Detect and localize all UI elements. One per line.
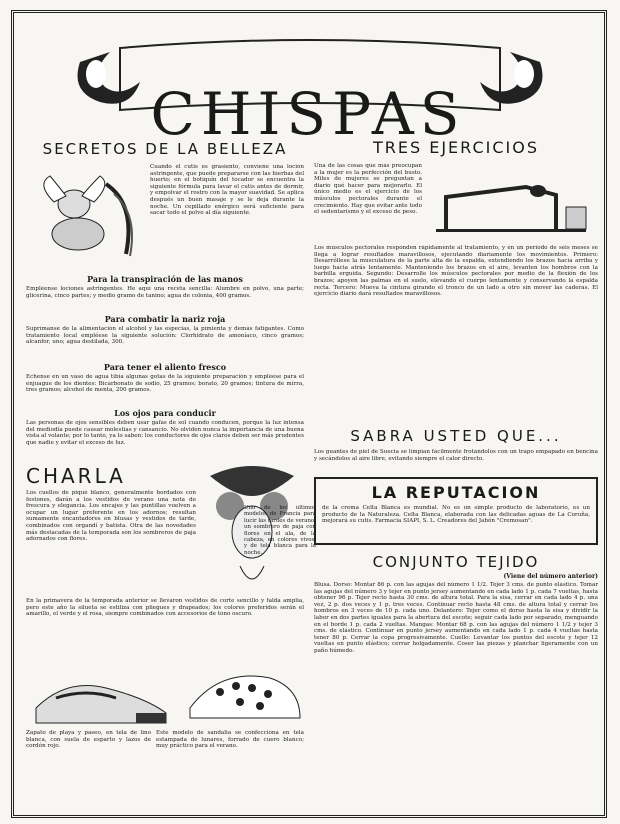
reputacion-text: de la crema Celta Blanca es mundial. No es un simple producto de laboratorio, es un producto de la Naturaleza. Celta Blanca, elaborada con las delicadas aguas de La Coruña, mejorará su cutis. Farmacia SIAPI, S. L. Creadores del Jabón "Cremosan". <box>322 505 590 525</box>
sabra-text: Los guantes de piel de Suecia se limpian fácilmente frotándolos con un trapo empapado en bencina y secándolos al aire libre, evitando siempre el calor directo. <box>314 449 598 462</box>
ejercicios-text-b: Los músculos pectorales responden rápidamente al tratamiento, y en un período de seis meses se llega a lograr resultados maravillosos, ejecutando diariamente los movimientos. Primero: Desarróllese la musculatura de la parte alta de la espalda, extendiendo los brazos hacia arriba y luego hacia atrás lentamente. Manteniendo los brazos en el aire, levanten los hombros con la barbilla erguida. Segundo: Desarrolle los músculos pectorales por medio de la flexión de los brazos; apoyen las palmas en el suelo, elevando el cuerpo lentamente y conservando la espalda recta. Tercero: Mueva la cintura girando el tronco de un lado a otro sin mover las caderas. El ejercicio diario dará resultados maravillosos. <box>314 245 598 298</box>
secretos-heading: SECRETOS DE LA BELLEZA <box>42 140 288 158</box>
charla-text-a: Los cuellos de piqué blanco, generalmente bordados con festones, darán a los vestidos de verano una nota de frescura y elegancia. Los encajes y las puntillas vuelven a ocupar un lugar preferente en los adornos; resultan sumamente encantadores en blusas y vestidos de tarde, combinados con organdí y batista. Otra de las novedades más destacadas de la temporada son los sombreros de paja adornados con flores. <box>26 490 196 543</box>
charla-heading: CHARLA <box>26 464 126 488</box>
reputacion-heading: LA REPUTACION <box>371 483 541 502</box>
reputacion-ad <box>314 477 598 545</box>
masthead-title: CHISPAS <box>150 79 466 148</box>
nariz-text: Suprímanse de la alimentación el alcohol y las especias, la pimienta y demás fatigantes. Como tratamiento local empléese la siguiente solución: Clorhidrato de amoníaco, cinco gramos; alcanfor, uno; agua destilada, 300. <box>26 326 304 346</box>
ejercicios-text-a: Una de las cosas que más preocupan a la mujer es la perfección del busto. Miles de mujeres se preguntan a diario qué hacer para mejorarlo. El único medio es el ejercicio de los músculos pectorales durante el crecimiento. Hay que evitar ante todo el sedentarismo y el exceso de peso. <box>314 163 422 216</box>
exercise-diagram <box>426 167 598 243</box>
ejercicios-heading: TRES EJERCICIOS <box>372 138 540 157</box>
aliento-text: Échense en un vaso de agua tibia algunas gotas de la siguiente preparación y empléese para el enjuague de los dientes: Bicarbonato de sodio, 25 gramos; borato, 20 gramos; tintura de mirra, tres gramos; alcohol de menta, 200 gramos. <box>26 374 304 394</box>
cherub-illustration <box>26 164 146 268</box>
tejido-subtitle: (Viene del número anterior) <box>503 573 598 580</box>
sabra-heading: SABRA USTED QUE... <box>350 427 562 445</box>
hat-caption: Uno de los últimos modelos de Francia para lucir las tardes de verano: un sombrero de paja con flores en el ala, de la cabeza, en colores vivos, y de tela blanca para la noche. <box>244 505 316 556</box>
left-column <box>26 132 304 812</box>
transpiracion-text: Empléense lociones astringentes. He aquí una receta sencilla: Alumbre en polvo, una parte; glicerina, cinco partes; y medio gramo de tanino; agua de colonia, 400 gramos. <box>26 286 304 299</box>
secretos-intro: Cuando el cutis es grasiento, conviene una loción astringente, que puede prepararse con las hierbas del huerto; en el botiquín del tocador se encuentra la siguiente fórmula para lavar el cutis antes de dormir, y empolvar el rostro con la mayor suavidad. Se aplica después un buen masaje y se le deja durante la noche. Un cepillado enérgico será suficiente para sacar todo el polvo al día siguiente. <box>150 164 304 217</box>
ojos-heading: Los ojos para conducir <box>114 408 216 418</box>
sandal-illustration <box>180 658 304 728</box>
shoe1-caption: Zapato de playa y paseo, en tela de lino blanca, con suela de esparto y lazos de cordón rojo. <box>26 730 151 750</box>
tejido-heading: CONJUNTO TEJIDO <box>372 553 540 571</box>
shoe2-caption: Este modelo de sandalia se confecciona en tela estampada de lunares, forrado de cuero blanco; muy práctico para el verano. <box>156 730 304 750</box>
beach-shoe-illustration <box>26 668 176 728</box>
tejido-text: Blusa. Dorso: Montar 86 p. con las agujas del número 1 1/2. Tejer 3 cms. de punto elástico. Tomar las agujas del número 3 y tejer en punto jersey aumentando en cada lado 1 p. cada 7 vueltas, hasta obtener 96 p. Tejer recto hasta 30 cms. de altura total. Para la sisa, cerrar en cada lado 4 p. una vez, 2 p. dos veces y 1 p. tres veces. Continuar recto hasta 48 cms. de altura total y cerrar los hombros en 3 veces de 10 p. cada uno. Delantero: Tejer como el dorso hasta la sisa y dividir la labor en dos partes iguales para la abertura del escote; seguir cada lado por separado, menguando en el borde 1 p. cada 2 vueltas. Mangas: Montar 68 p. con las agujas del número 1 1/2 y tejer 3 cms. de elástico. Continuar en punto jersey aumentando en cada lado 1 p. cada 4 vueltas hasta tener 80 p. Cerrar la copa progresivamente. Cuello: Levantar los puntos del escote y tejer 12 vueltas en punto elástico; cerrar holgadamente. Coser las piezas y planchar ligeramente con un paño húmedo. <box>314 582 598 654</box>
transpiracion-heading: Para la transpiración de las manos <box>87 274 243 284</box>
aliento-heading: Para tener el aliento fresco <box>103 362 227 372</box>
right-column <box>314 132 598 812</box>
nariz-heading: Para combatir la nariz roja <box>104 314 226 324</box>
charla-text-b: En la primavera de la temporada anterior se llevaron vestidos de corte sencillo y falda amplia, pero este año la silueta se estiliza con pliegues y drapeados; los colores preferidos serán el amarillo, el verde y el rosa, siempre combinados con accesorios de tono oscuro. <box>26 598 304 618</box>
ojos-text: Las personas de ojos sensibles deben usar gafas de sol cuando conducen, porque la luz intensa del mediodía puede causar molestias y cansancio. No olviden nunca la importancia de una buena vista al volante; por lo tanto, ya lo saben: los conductores de ojos claros deben ser más prudentes que nadie y evitar el exceso de luz. <box>26 420 304 446</box>
